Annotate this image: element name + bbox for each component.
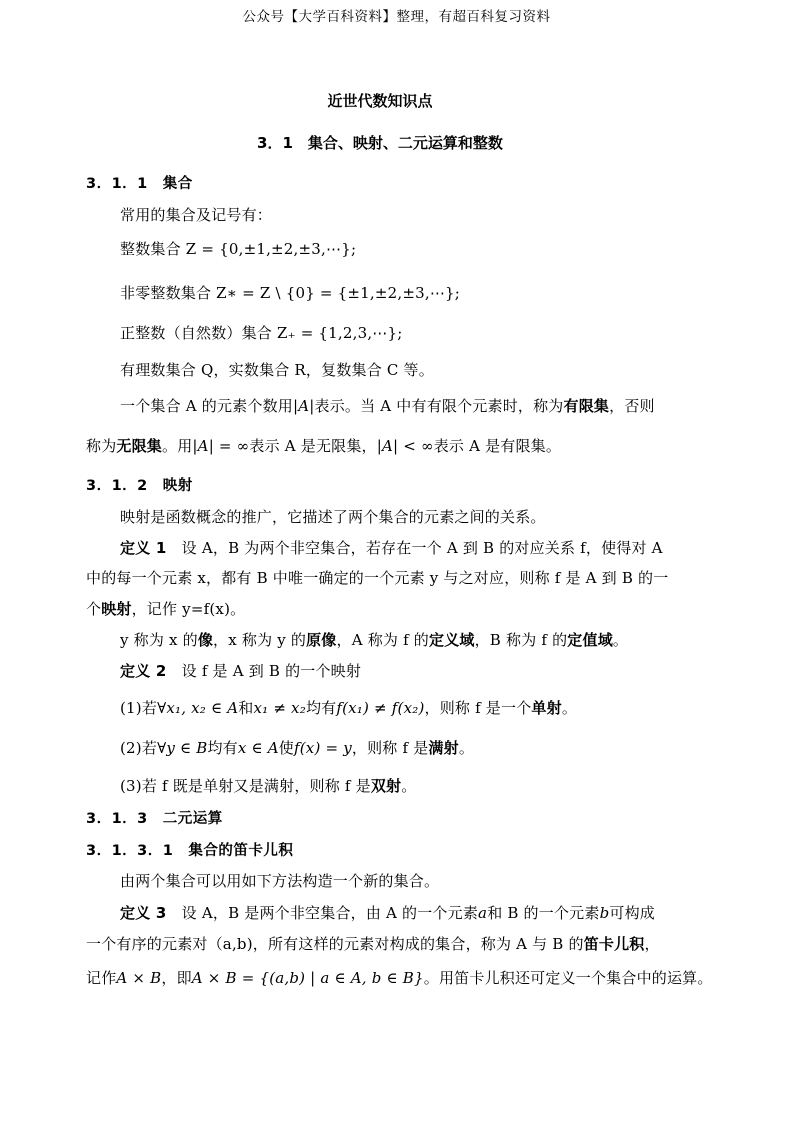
nonzero-integer-set-line	[120, 282, 460, 303]
text: 和 B 的一个元素	[487, 904, 600, 922]
positive-integer-set-label: 正整数（自然数）集合	[120, 324, 273, 342]
variable-a: a	[478, 904, 488, 922]
heading-3-1-3: 3．1．3 二元运算	[86, 811, 223, 827]
injective-formula-2: x₁ ≠ x₂	[253, 699, 306, 717]
text: (1)若	[120, 699, 158, 717]
text: 一个有序的元素对（a,b)，所有这样的元素对构成的集合，称为 A 与 B 的	[86, 935, 584, 953]
term-injective: 单射	[531, 699, 562, 717]
text: 可构成	[609, 904, 655, 922]
term-infinite-set: 无限集	[116, 437, 163, 455]
text: 一个集合 A 的元素个数用	[120, 397, 293, 415]
definition-3-line-1	[120, 902, 655, 923]
image-preimage-line	[120, 629, 628, 650]
definition-1-line-3	[86, 598, 245, 619]
infinite-formula: |A| = ∞	[192, 437, 250, 455]
text: 使	[278, 739, 294, 757]
text: 。	[401, 777, 417, 795]
mapping-intro: 映射是函数概念的推广，它描述了两个集合的元素之间的关系。	[120, 508, 546, 526]
injective-formula-1: ∀x₁, x₂ ∈ A	[157, 699, 239, 717]
other-sets-line: 有理数集合 Q，实数集合 R，复数集合 C 等。	[120, 361, 434, 379]
definition-3-line-3	[86, 967, 713, 988]
definition-2-label: 定义 2	[120, 662, 167, 680]
text: 均有	[305, 699, 337, 717]
heading-3-1-1: 3．1．1 集合	[86, 176, 193, 192]
text: ，A 称为 f 的	[336, 631, 429, 649]
text: 。用笛卡儿积还可定义一个集合中的运算。	[423, 969, 713, 987]
finite-formula: |A| < ∞	[376, 437, 434, 455]
abs-a-formula: |A|	[292, 397, 315, 415]
integer-set-line	[120, 238, 356, 259]
text: 表示。当 A 中有有限个元素时，称为	[314, 397, 564, 415]
term-bijective: 双射	[370, 777, 402, 795]
axb-formula: A × B	[116, 969, 162, 987]
text: 。	[458, 739, 475, 757]
term-finite-set: 有限集	[563, 397, 610, 415]
definition-1-line-2: 中的每一个元素 x，都有 B 中唯一确定的一个元素 y 与之对应，则称 f 是 A 到 B 的一	[86, 569, 669, 587]
text: 个	[86, 600, 102, 618]
surjective-formula-2: x ∈ A	[237, 739, 279, 757]
text: 表示 A 是有限集。	[433, 437, 562, 455]
term-cartesian-product: 笛卡儿积	[583, 935, 645, 953]
text: ，则称 f 是	[351, 739, 429, 757]
text: 。	[612, 631, 629, 649]
integer-set-label: 整数集合	[120, 240, 181, 258]
page-header: 公众号【大学百科资料】整理，有超百科复习资料	[242, 9, 551, 25]
bijective-line	[120, 775, 416, 796]
text: 称为	[86, 437, 117, 455]
variable-b: b	[599, 904, 610, 922]
text: 均有	[207, 739, 238, 757]
text: ，x 称为 y 的	[213, 631, 307, 649]
text: 设 A，B 为两个非空集合，若存在一个 A 到 B 的对应关系 f，使得对 A	[166, 539, 663, 557]
text: 设 f 是 A 到 B 的一个映射	[166, 662, 362, 680]
text: 表示 A 是无限集，	[249, 437, 377, 455]
nonzero-integer-set-formula: Z∗ = Z \ {0} = {±1,±2,±3,⋯};	[216, 284, 461, 302]
definition-3-label: 定义 3	[120, 904, 167, 922]
injective-line	[120, 697, 577, 718]
text: ，	[644, 935, 660, 953]
text: (2)若	[120, 739, 158, 757]
heading-3-1-2: 3．1．2 映射	[86, 478, 193, 494]
definition-1-line-1	[120, 537, 663, 558]
document-title: 近世代数知识点	[327, 92, 433, 110]
positive-integer-set-line	[120, 322, 403, 343]
term-surjective: 满射	[428, 739, 459, 757]
definition-2-line	[120, 660, 361, 681]
text: 设 A，B 是两个非空集合，由 A 的一个元素	[166, 904, 479, 922]
term-codomain: 定值域	[567, 631, 613, 649]
integer-set-formula: Z = {0,±1,±2,±3,⋯};	[185, 240, 357, 258]
surjective-formula-3: f(x) = y	[294, 739, 352, 757]
text: 。	[561, 699, 578, 717]
text: 和	[238, 699, 254, 717]
cardinality-line-2	[86, 435, 561, 456]
sets-intro: 常用的集合及记号有：	[120, 206, 273, 224]
text: 。用	[162, 437, 193, 455]
surjective-line	[120, 737, 474, 758]
definition-1-label: 定义 1	[120, 539, 167, 557]
text: ，则称 f 是一个	[424, 699, 532, 717]
text: ，记作 y=f(x)。	[131, 600, 246, 618]
cardinality-line-1	[120, 395, 655, 416]
text: y 称为 x 的	[120, 631, 198, 649]
surjective-formula-1: ∀y ∈ B	[157, 739, 208, 757]
term-preimage: 原像	[306, 631, 337, 649]
nonzero-integer-set-label: 非零整数集合	[120, 284, 212, 302]
text: 记作	[86, 969, 117, 987]
text: ，否则	[609, 397, 655, 415]
text: ，即	[161, 969, 192, 987]
cartesian-product-formula: A × B = {(a,b) | a ∈ A, b ∈ B}	[191, 969, 424, 987]
text: (3)若 f 既是单射又是满射，则称 f 是	[120, 777, 371, 795]
heading-3-1-3-1: 3．1．3．1 集合的笛卡儿积	[86, 843, 294, 859]
positive-integer-set-formula: Z₊ = {1,2,3,⋯};	[276, 324, 403, 342]
term-domain: 定义域	[429, 631, 475, 649]
term-image: 像	[197, 631, 214, 649]
term-mapping: 映射	[101, 600, 132, 618]
text: ，B 称为 f 的	[474, 631, 568, 649]
definition-3-line-2	[86, 933, 660, 954]
injective-formula-3: f(x₁) ≠ f(x₂)	[336, 699, 425, 717]
cartesian-intro: 由两个集合可以用如下方法构造一个新的集合。	[120, 872, 440, 890]
section-title: 3．1 集合、映射、二元运算和整数	[257, 134, 503, 152]
